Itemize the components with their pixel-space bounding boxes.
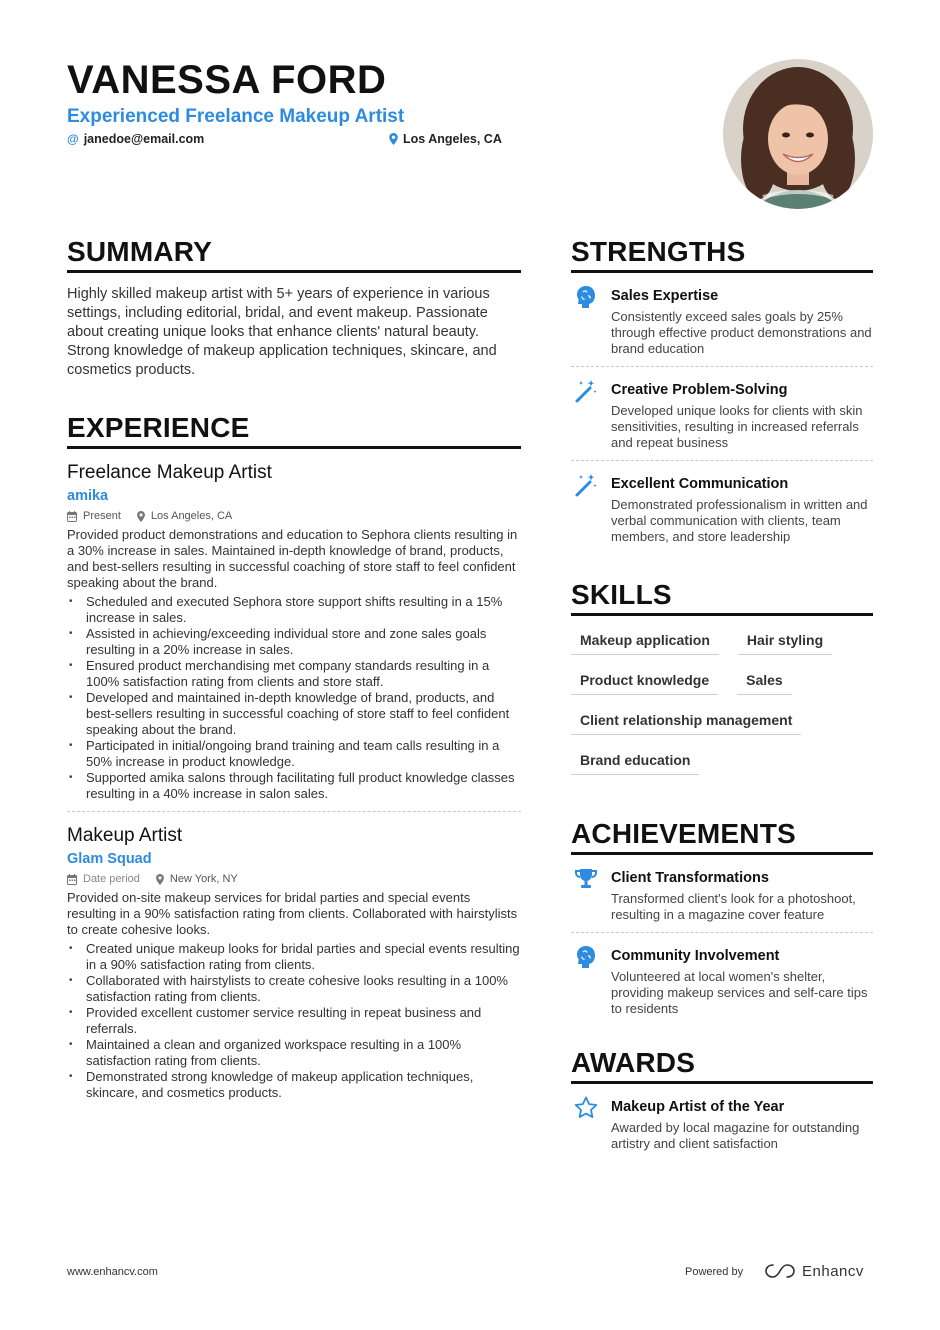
list-item: • Demonstrated strong knowledge of makeup application techniques, skincare, and cosmetics products. (67, 1069, 521, 1101)
list-item: • Collaborated with hairstylists to create cohesive looks resulting in a 100% satisfaction rating from clients. (67, 973, 521, 1005)
achievement-item (571, 855, 873, 933)
list-item: • Developed and maintained in-depth knowledge of brand, products, and best-sellers resulting in successful coaching of store staff to feel confident speaking about the brand. (67, 690, 521, 738)
at-icon: @ (67, 132, 79, 146)
strength-item (571, 273, 873, 367)
job-description: Provided on-site makeup services for bridal parties and special events resulting in a 90% satisfaction rating from clients. Collaborated with hairstylists to create cohesive looks. (67, 890, 518, 937)
list-item: • Provided excellent customer service resulting in repeat business and referrals. (67, 1005, 521, 1037)
job-bullets (67, 594, 521, 802)
brain-icon (573, 284, 599, 310)
experience-heading: EXPERIENCE (67, 412, 521, 449)
job-location-text: New York, NY (169, 873, 238, 885)
list-item: • Participated in initial/ongoing brand training and team calls resulting in a 50% increase in product knowledge. (67, 738, 521, 770)
achievement-title: Client Transformations (611, 870, 769, 886)
job-location (156, 873, 238, 885)
strength-desc: Developed unique looks for clients with skin sensitivities, resulting in increased referrals and repeat business (611, 403, 863, 450)
strength-desc: Demonstrated professionalism in written and verbal communication with clients, team members, and store leadership (611, 497, 868, 544)
avatar (723, 59, 873, 209)
job-company: amika (67, 488, 109, 504)
job-company: Glam Squad (67, 851, 152, 867)
list-item: • Assisted in achieving/exceeding individual store and zone sales goals resulting in a 20% increase in sales. (67, 626, 521, 658)
achievement-desc: Volunteered at local women's shelter, providing makeup services and self-care tips to residents (611, 969, 868, 1016)
summary-text: Highly skilled makeup artist with 5+ years of experience in various settings, including editorial, bridal, and event makeup. Passionate about creating unique looks that enhance clients' natural beauty. Strong knowledge of makeup application techniques, skincare, and cosmetics products. (67, 286, 497, 378)
location-text: Los Angeles, CA (403, 132, 502, 146)
job-role: Makeup Artist (67, 825, 183, 846)
skill-tag: Brand education (571, 746, 699, 775)
strength-desc: Consistently exceed sales goals by 25% through effective product demonstrations and brand education (611, 309, 872, 356)
summary-section (67, 236, 521, 380)
list-item: • Ensured product merchandising met company standards resulting in a 100% satisfaction rating from clients and store staff. (67, 658, 521, 690)
experience-entry (67, 461, 521, 812)
candidate-name: VANESSA FORD (67, 58, 387, 102)
job-location-text: Los Angeles, CA (150, 510, 233, 522)
job-role: Freelance Makeup Artist (67, 462, 272, 483)
strength-item (571, 367, 873, 461)
strength-title: Excellent Communication (611, 476, 789, 492)
strengths-heading: STRENGTHS (571, 236, 873, 273)
skill-tag: Product knowledge (571, 666, 718, 695)
right-column (571, 236, 873, 1152)
star-icon (573, 1095, 599, 1121)
skill-tag: Client relationship management (571, 706, 801, 735)
experience-entry (67, 824, 521, 1101)
left-column (67, 236, 521, 1101)
achievements-section (571, 818, 873, 1017)
award-item (571, 1084, 873, 1152)
location-pin-icon (137, 511, 145, 522)
job-period-text: Present (83, 510, 121, 522)
job-meta (67, 871, 521, 887)
job-bullets (67, 941, 521, 1101)
email-text: janedoe@email.com (83, 132, 205, 146)
achievements-heading: ACHIEVEMENTS (571, 818, 873, 855)
skill-tag: Sales (737, 666, 792, 695)
location-pin-icon (156, 874, 164, 885)
job-period-text: Date period (83, 873, 140, 885)
skill-tag: Hair styling (738, 626, 832, 655)
enhancv-logo[interactable] (764, 1262, 864, 1280)
enhancv-logo-text: Enhancv (802, 1262, 864, 1280)
magic-wand-icon (573, 472, 599, 498)
awards-section (571, 1047, 873, 1152)
achievement-item (571, 933, 873, 1017)
strength-title: Creative Problem-Solving (611, 382, 788, 398)
skills-list (571, 626, 873, 786)
award-title: Makeup Artist of the Year (611, 1099, 785, 1115)
strength-title: Sales Expertise (611, 288, 719, 304)
magic-wand-icon (573, 378, 599, 404)
list-item: • Scheduled and executed Sephora store support shifts resulting in a 15% increase in sales. (67, 594, 521, 626)
brain-icon (573, 944, 599, 970)
job-location (137, 510, 232, 522)
footer-powered-by: Powered by (685, 1266, 744, 1278)
calendar-icon (67, 511, 77, 522)
trophy-icon (573, 866, 599, 892)
contact-info (67, 132, 687, 150)
job-period (67, 510, 121, 522)
entry-divider (67, 811, 521, 812)
calendar-icon (67, 874, 77, 885)
resume-header (67, 58, 687, 150)
summary-heading: SUMMARY (67, 236, 521, 273)
strength-item (571, 461, 873, 545)
list-item: • Supported amika salons through facilitating full product knowledge classes resulting in a 40% increase in salon sales. (67, 770, 521, 802)
job-description: Provided product demonstrations and education to Sephora clients resulting in a 30% increase in sales. Maintained in-depth knowledge of brand, products, and best-sellers resulting in successful coaching of store staff to feel confident speaking about the brand. (67, 527, 518, 590)
location-pin-icon (389, 133, 398, 145)
footer-url[interactable]: www.enhancv.com (67, 1266, 158, 1278)
list-item: • Maintained a clean and organized workspace resulting in a 100% satisfaction rating from clients. (67, 1037, 521, 1069)
skills-section (571, 579, 873, 786)
infinity-logo-icon (764, 1262, 796, 1280)
skills-heading: SKILLS (571, 579, 873, 616)
list-item: • Created unique makeup looks for bridal parties and special events resulting in a 90% satisfaction rating from clients. (67, 941, 521, 973)
achievement-title: Community Involvement (611, 948, 780, 964)
candidate-title: Experienced Freelance Makeup Artist (67, 106, 405, 127)
job-meta (67, 508, 521, 524)
skill-tag: Makeup application (571, 626, 719, 655)
awards-heading: AWARDS (571, 1047, 873, 1084)
award-desc: Awarded by local magazine for outstanding artistry and client satisfaction (611, 1120, 860, 1151)
experience-section (67, 412, 521, 1101)
strengths-section (571, 236, 873, 545)
job-period (67, 873, 140, 885)
email-contact[interactable] (67, 132, 204, 146)
achievement-desc: Transformed client's look for a photoshoot, resulting in a magazine cover feature (611, 891, 856, 922)
location-contact (389, 132, 502, 146)
profile-photo (723, 59, 873, 209)
